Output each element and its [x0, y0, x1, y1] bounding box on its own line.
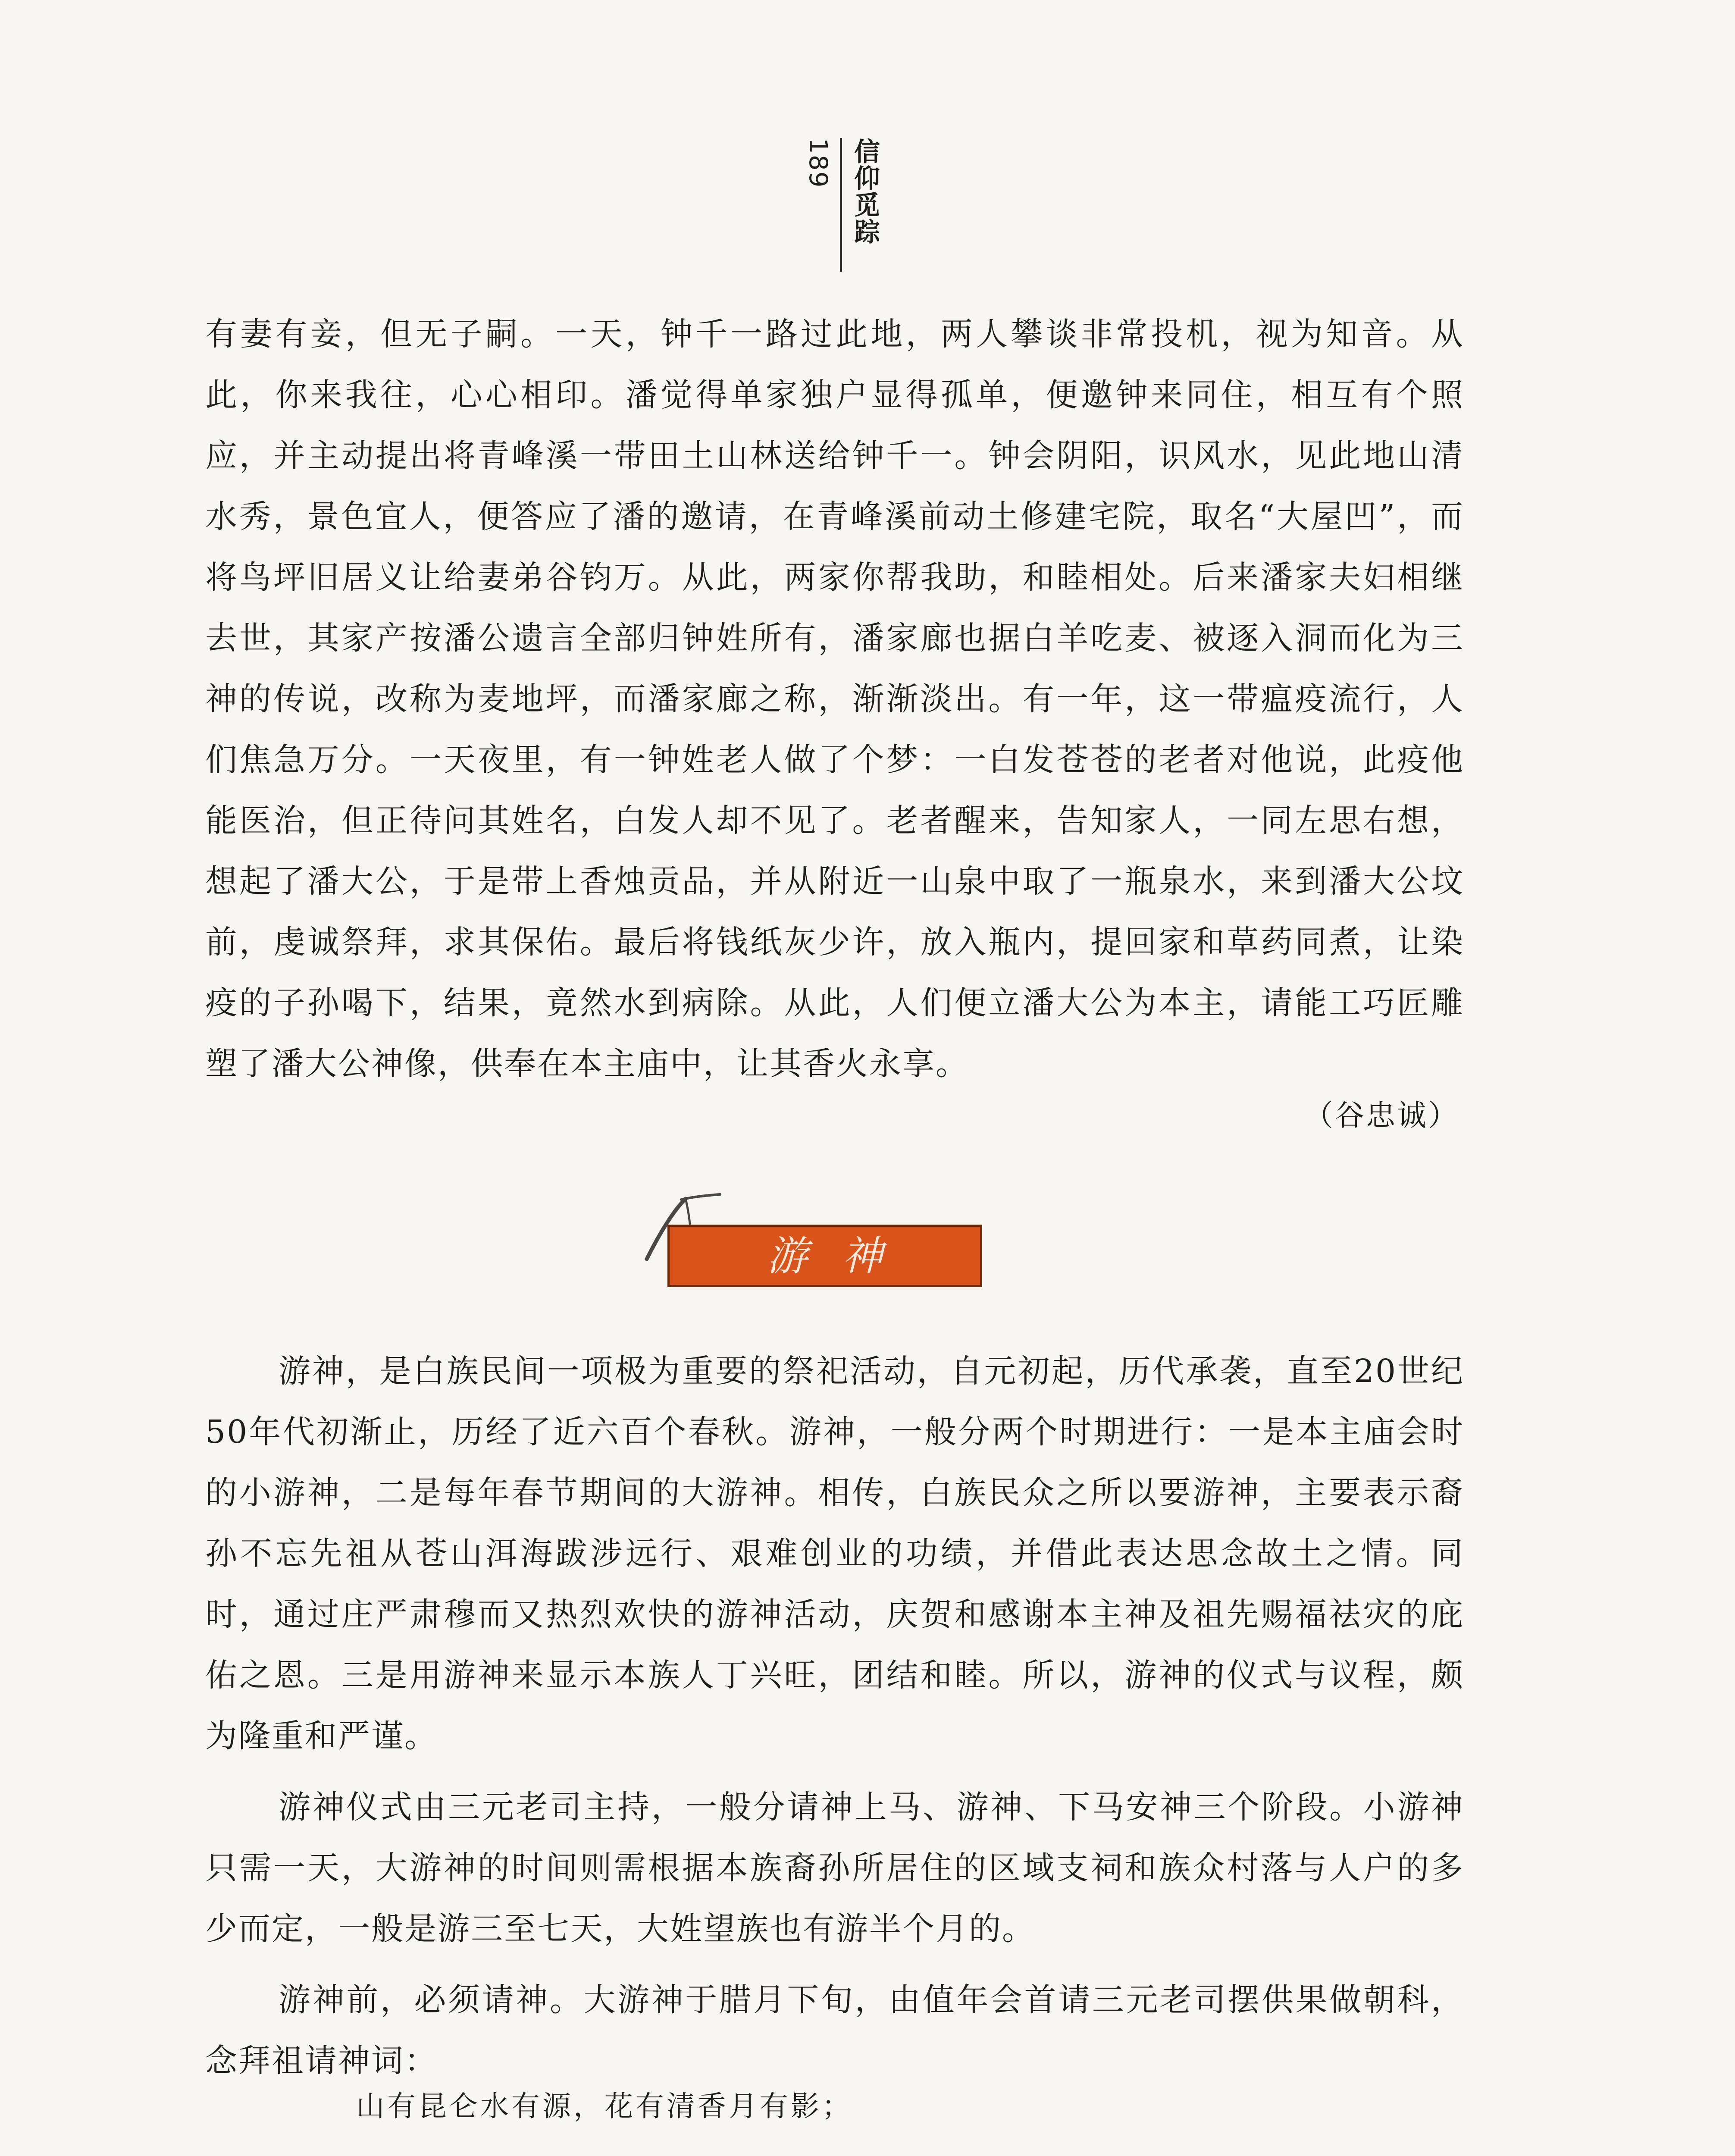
section-body [205, 1341, 1464, 2091]
page-number: 189 [804, 138, 833, 188]
section-heading-text: 游神 [767, 1233, 917, 1280]
running-head-rule [840, 138, 842, 272]
paragraph: 有妻有妾，但无子嗣。一天，钟千一路过此地，两人攀谈非常投机，视为知音。从此，你来我往，心心相印。潘觉得单家独户显得孤单，便邀钟来同住，相互有个照应，并主动提出将青峰溪一带田土山林送给钟千一。钟会阴阳，识风水，见此地山清水秀，景色宜人，便答应了潘的邀请，在青峰溪前动土修建宅院，取名“大屋凹”，而将鸟坪旧居义让给妻弟谷钧万。从此，两家你帮我助，和睦相处。后来潘家夫妇相继去世，其家产按潘公遗言全部归钟姓所有，潘家廊也据白羊吃麦、被逐入洞而化为三神的传说，改称为麦地坪，而潘家廊之称，渐渐淡出。有一年，这一带瘟疫流行，人们焦急万分。一天夜里，有一钟姓老人做了个梦：一白发苍苍的老者对他说，此疫他能医治，但正待问其姓名，白发人却不见了。老者醒来，告知家人，一同左思右想，想起了潘大公，于是带上香烛贡品，并从附近一山泉中取了一瓶泉水，来到潘大公坟前，虔诚祭拜，求其保佑。最后将钱纸灰少许，放入瓶内，提回家和草药同煮，让染疫的子孙喝下，结果，竟然水到病除。从此，人们便立潘大公为本主，请能工巧匠雕塑了潘大公神像，供奉在本主庙中，让其香火永享。 [205, 316, 1464, 1082]
running-head-title: 信仰觅踪 [850, 138, 880, 245]
continued-paragraph [205, 304, 1464, 1094]
paragraph: 游神，是白族民间一项极为重要的祭祀活动，自元初起，历代承袭，直至20世纪50年代初渐止，历经了近六百个春秋。游神，一般分两个时期进行：一是本主庙会时的小游神，二是每年春节期间的大游神。相传，白族民众之所以要游神，主要表示裔孙不忘先祖从苍山洱海跋涉远行、艰难创业的功绩，并借此表达思念故土之情。同时，通过庄严肃穆而又热烈欢快的游神活动，庆贺和感谢本主神及祖先赐福祛灾的庇佑之恩。三是用游神来显示本族人丁兴旺，团结和睦。所以，游神的仪式与议程，颇为隆重和严谨。 [205, 1353, 1464, 1755]
section-heading [667, 1225, 982, 1287]
paragraph: 游神前，必须请神。大游神于腊月下旬，由值年会首请三元老司摆供果做朝科，念拜祖请神词： [205, 1981, 1464, 2079]
verse-line: 山有昆仑水有源，花有清香月有影； [356, 2090, 853, 2123]
author-byline: （谷忠诚） [1303, 1099, 1459, 1133]
paragraph: 游神仪式由三元老司主持，一般分请神上马、游神、下马安神三个阶段。小游神只需一天，大游神的时间则需根据本族裔孙所居住的区域支祠和族众村落与人户的多少而定，一般是游三至七天，大姓望族也有游半个月的。 [205, 1789, 1464, 1947]
